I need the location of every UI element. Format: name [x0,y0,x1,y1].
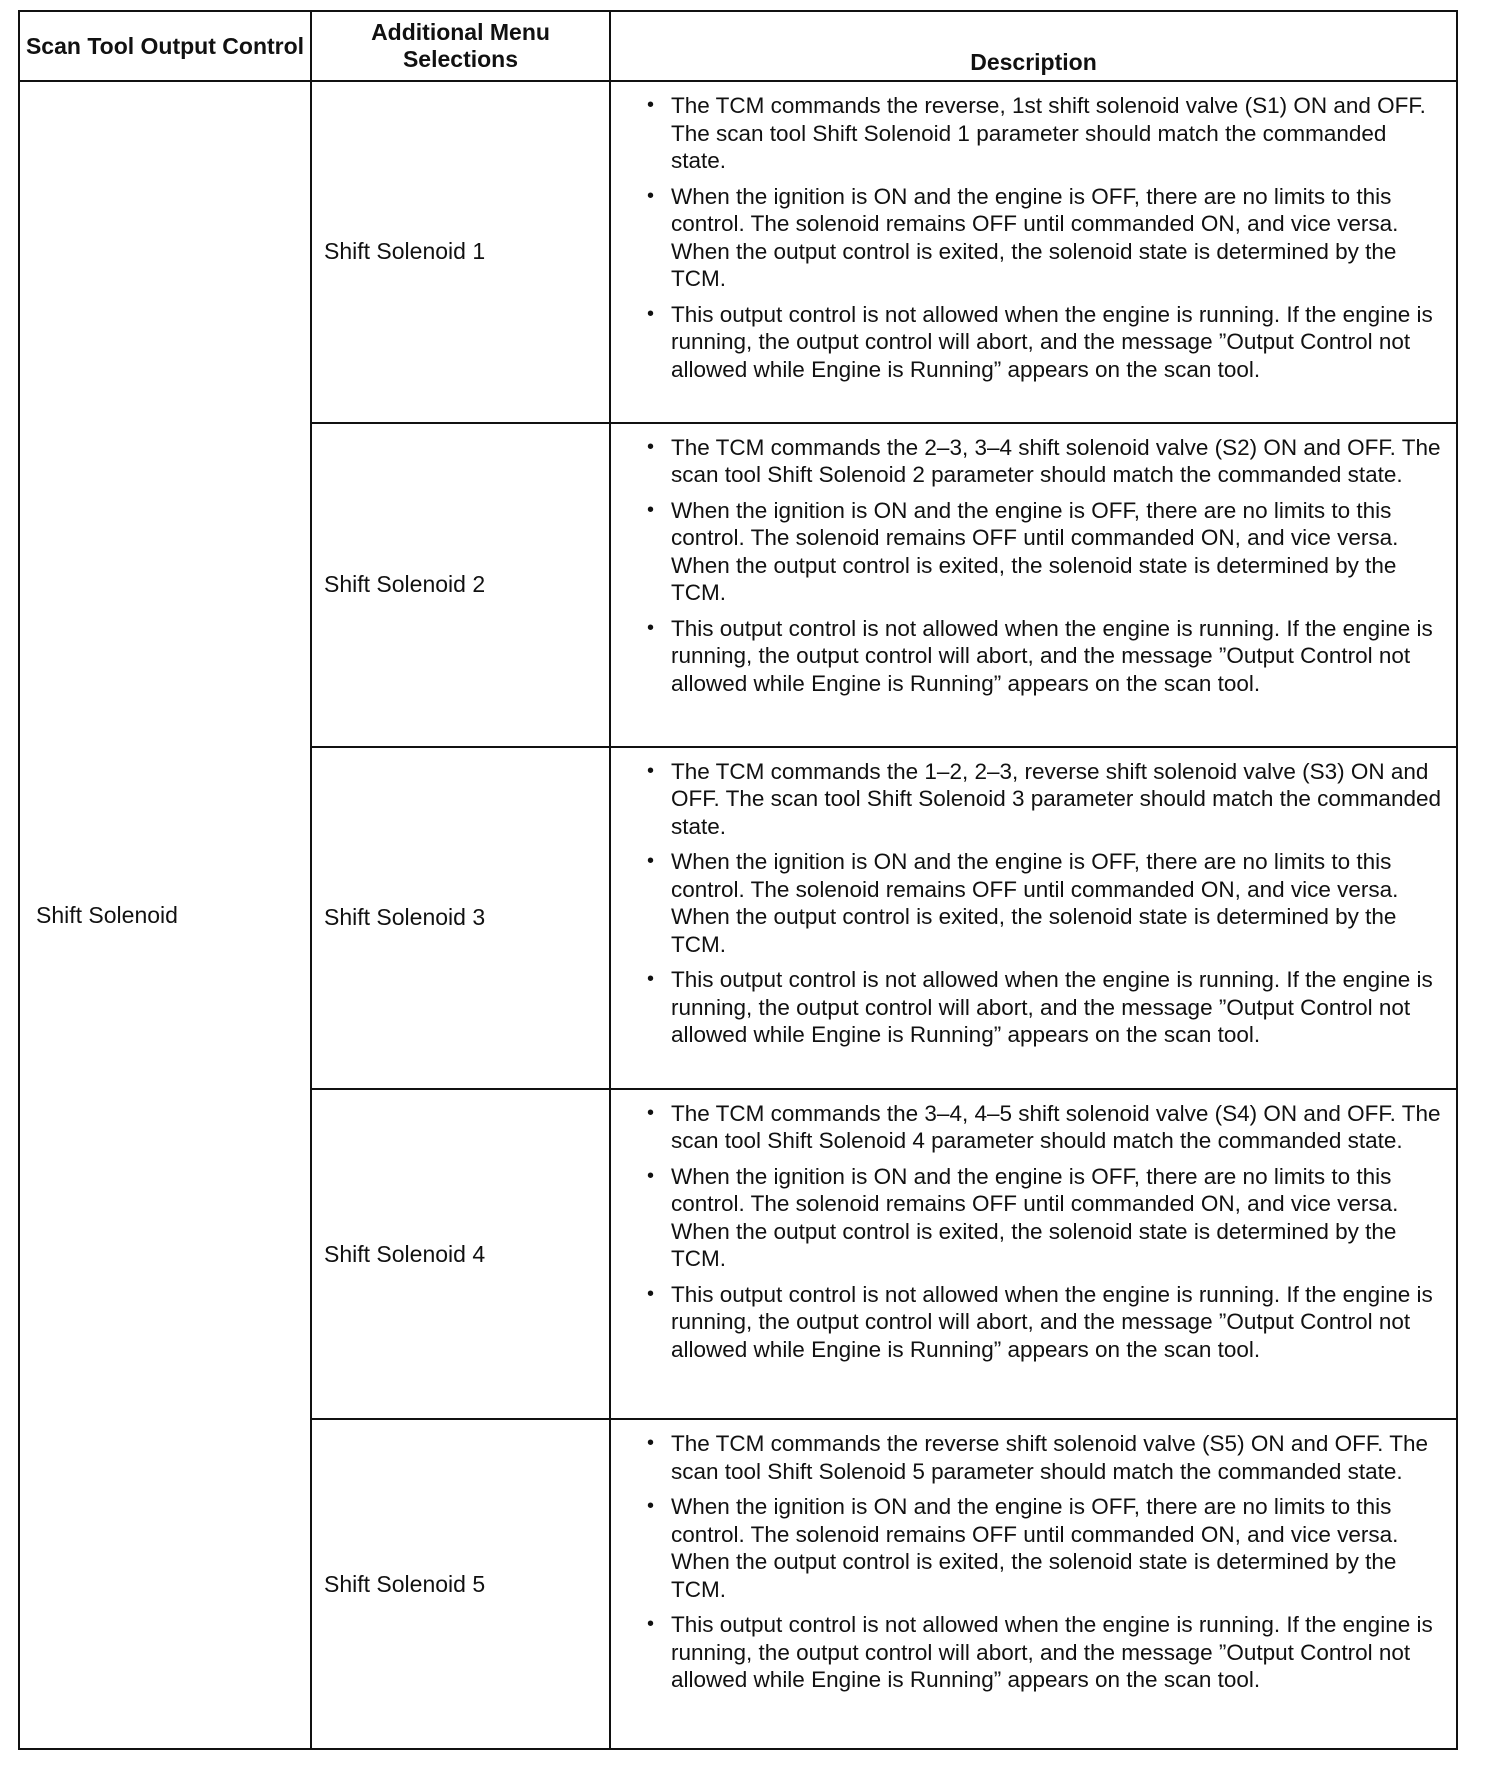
description-cell [610,1089,1457,1420]
description-list [645,758,1446,1049]
header-row [19,11,1457,81]
selection-cell: Shift Solenoid 2 [311,423,610,747]
description-list [645,1100,1446,1364]
selection-cell: Shift Solenoid 1 [311,81,610,423]
description-bullet: • The TCM commands the reverse, 1st shift solenoid valve (S1) ON and OFF. The scan tool Shift Solenoid 1 parameter should match the commanded state. [645,92,1446,175]
selection-cell: Shift Solenoid 3 [311,747,610,1089]
description-bullet: • This output control is not allowed when the engine is running. If the engine is running, the output control will abort, and the message ”Output Control not allowed while Engine is Running” appears on the scan tool. [645,301,1446,384]
description-bullet: • The TCM commands the reverse shift solenoid valve (S5) ON and OFF. The scan tool Shift Solenoid 5 parameter should match the commanded state. [645,1430,1446,1485]
description-list [645,1430,1446,1694]
description-bullet: • The TCM commands the 1–2, 2–3, reverse shift solenoid valve (S3) ON and OFF. The scan tool Shift Solenoid 3 parameter should match the commanded state. [645,758,1446,841]
description-bullet: • This output control is not allowed when the engine is running. If the engine is running, the output control will abort, and the message ”Output Control not allowed while Engine is Running” appears on the scan tool. [645,966,1446,1049]
table-row [19,81,1457,423]
table-body [19,81,1457,1749]
description-cell [610,747,1457,1089]
description-bullet: • This output control is not allowed when the engine is running. If the engine is running, the output control will abort, and the message ”Output Control not allowed while Engine is Running” appears on the scan tool. [645,1281,1446,1364]
description-cell [610,1419,1457,1749]
description-bullet: • When the ignition is ON and the engine is OFF, there are no limits to this control. The solenoid remains OFF until commanded ON, and vice versa. When the output control is exited, the solenoid state is determined by the TCM. [645,1163,1446,1273]
description-bullet: • The TCM commands the 3–4, 4–5 shift solenoid valve (S4) ON and OFF. The scan tool Shift Solenoid 4 parameter should match the commanded state. [645,1100,1446,1155]
description-bullet: • This output control is not allowed when the engine is running. If the engine is running, the output control will abort, and the message ”Output Control not allowed while Engine is Running” appears on the scan tool. [645,615,1446,698]
description-list [645,92,1446,383]
output-control-table [18,10,1458,1750]
header-output-control: Scan Tool Output Control [19,11,311,81]
description-bullet: • This output control is not allowed when the engine is running. If the engine is running, the output control will abort, and the message ”Output Control not allowed while Engine is Running” appears on the scan tool. [645,1611,1446,1694]
header-description: Description [610,11,1457,81]
header-menu-selections: Additional Menu Selections [311,11,610,81]
description-list [645,434,1446,698]
description-bullet: • When the ignition is ON and the engine is OFF, there are no limits to this control. The solenoid remains OFF until commanded ON, and vice versa. When the output control is exited, the solenoid state is determined by the TCM. [645,1493,1446,1603]
selection-cell: Shift Solenoid 4 [311,1089,610,1420]
description-cell [610,423,1457,747]
table-header [19,11,1457,81]
description-bullet: • When the ignition is ON and the engine is OFF, there are no limits to this control. The solenoid remains OFF until commanded ON, and vice versa. When the output control is exited, the solenoid state is determined by the TCM. [645,183,1446,293]
description-bullet: • The TCM commands the 2–3, 3–4 shift solenoid valve (S2) ON and OFF. The scan tool Shift Solenoid 2 parameter should match the commanded state. [645,434,1446,489]
description-cell [610,81,1457,423]
description-bullet: • When the ignition is ON and the engine is OFF, there are no limits to this control. The solenoid remains OFF until commanded ON, and vice versa. When the output control is exited, the solenoid state is determined by the TCM. [645,497,1446,607]
description-bullet: • When the ignition is ON and the engine is OFF, there are no limits to this control. The solenoid remains OFF until commanded ON, and vice versa. When the output control is exited, the solenoid state is determined by the TCM. [645,848,1446,958]
output-control-cell: Shift Solenoid [19,81,311,1749]
selection-cell: Shift Solenoid 5 [311,1419,610,1749]
